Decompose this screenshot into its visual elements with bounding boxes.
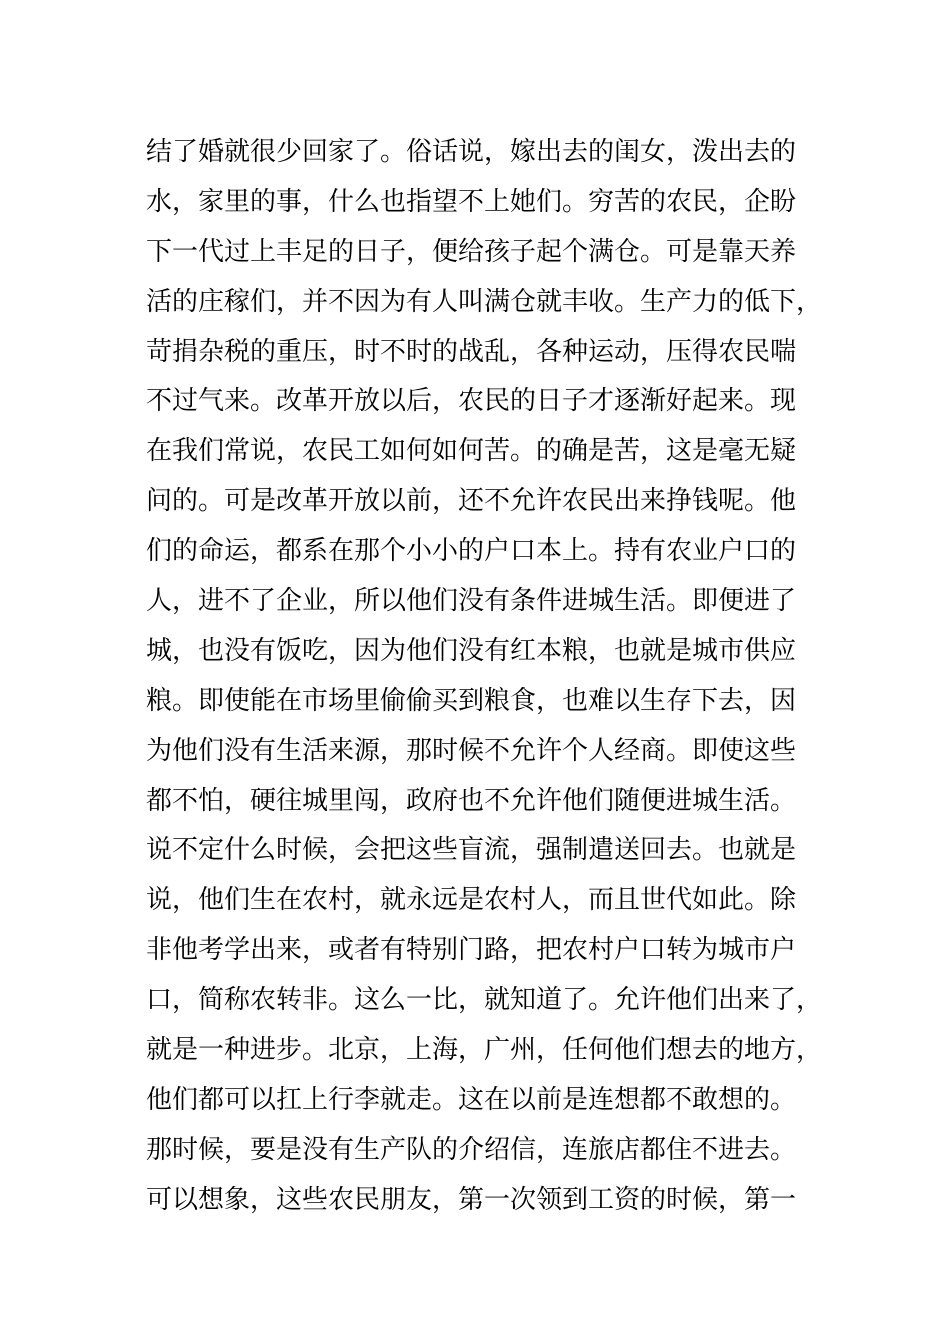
text-line: 粮。即使能在市场里偷偷买到粮食，也难以生存下去，因 (146, 685, 797, 716)
text-line: 人，进不了企业，所以他们没有条件进城生活。即便进了 (146, 586, 797, 617)
text-line: 结了婚就很少回家了。俗话说，嫁出去的闺女，泼出去的 (146, 137, 797, 167)
text-line: 口，简称农转非。这么一比，就知道了。允许他们出来了， (146, 985, 823, 1016)
text-line: 非他考学出来，或者有特别门路，把农村户口转为城市户 (146, 935, 797, 966)
text-line: 活的庄稼们，并不因为有人叫满仓就丰收。生产力的低下， (146, 286, 823, 317)
text-line: 那时候，要是没有生产队的介绍信，连旅店都住不进去。 (146, 1134, 797, 1165)
text-line: 水，家里的事，什么也指望不上她们。穷苦的农民，企盼 (146, 186, 797, 217)
text-line: 可以想象，这些农民朋友，第一次领到工资的时候，第一 (146, 1184, 797, 1215)
text-line: 们的命运，都系在那个小小的户口本上。持有农业户口的 (146, 536, 797, 567)
text-line: 不过气来。改革开放以后，农民的日子才逐渐好起来。现 (146, 386, 797, 417)
text-line: 说不定什么时候，会把这些盲流，强制遣送回去。也就是 (146, 835, 797, 866)
text-line: 下一代过上丰足的日子，便给孩子起个满仓。可是靠天养 (146, 236, 797, 267)
text-line: 就是一种进步。北京，上海，广州，任何他们想去的地方， (146, 1035, 823, 1066)
text-line: 他们都可以扛上行李就走。这在以前是连想都不敢想的。 (146, 1084, 797, 1115)
text-line: 说，他们生在农村，就永远是农村人，而且世代如此。除 (146, 885, 797, 916)
text-line: 为他们没有生活来源，那时候不允许个人经商。即使这些 (146, 735, 797, 766)
text-line: 问的。可是改革开放以前，还不允许农民出来挣钱呢。他 (146, 486, 797, 517)
body-paragraph (146, 128, 823, 1226)
text-line: 都不怕，硬往城里闯，政府也不允许他们随便进城生活。 (146, 785, 797, 816)
text-line: 城，也没有饭吃，因为他们没有红本粮，也就是城市供应 (146, 635, 797, 666)
text-line: 在我们常说，农民工如何如何苦。的确是苦，这是毫无疑 (146, 436, 797, 467)
text-line: 苛捐杂税的重压，时不时的战乱，各种运动，压得农民喘 (146, 336, 797, 367)
